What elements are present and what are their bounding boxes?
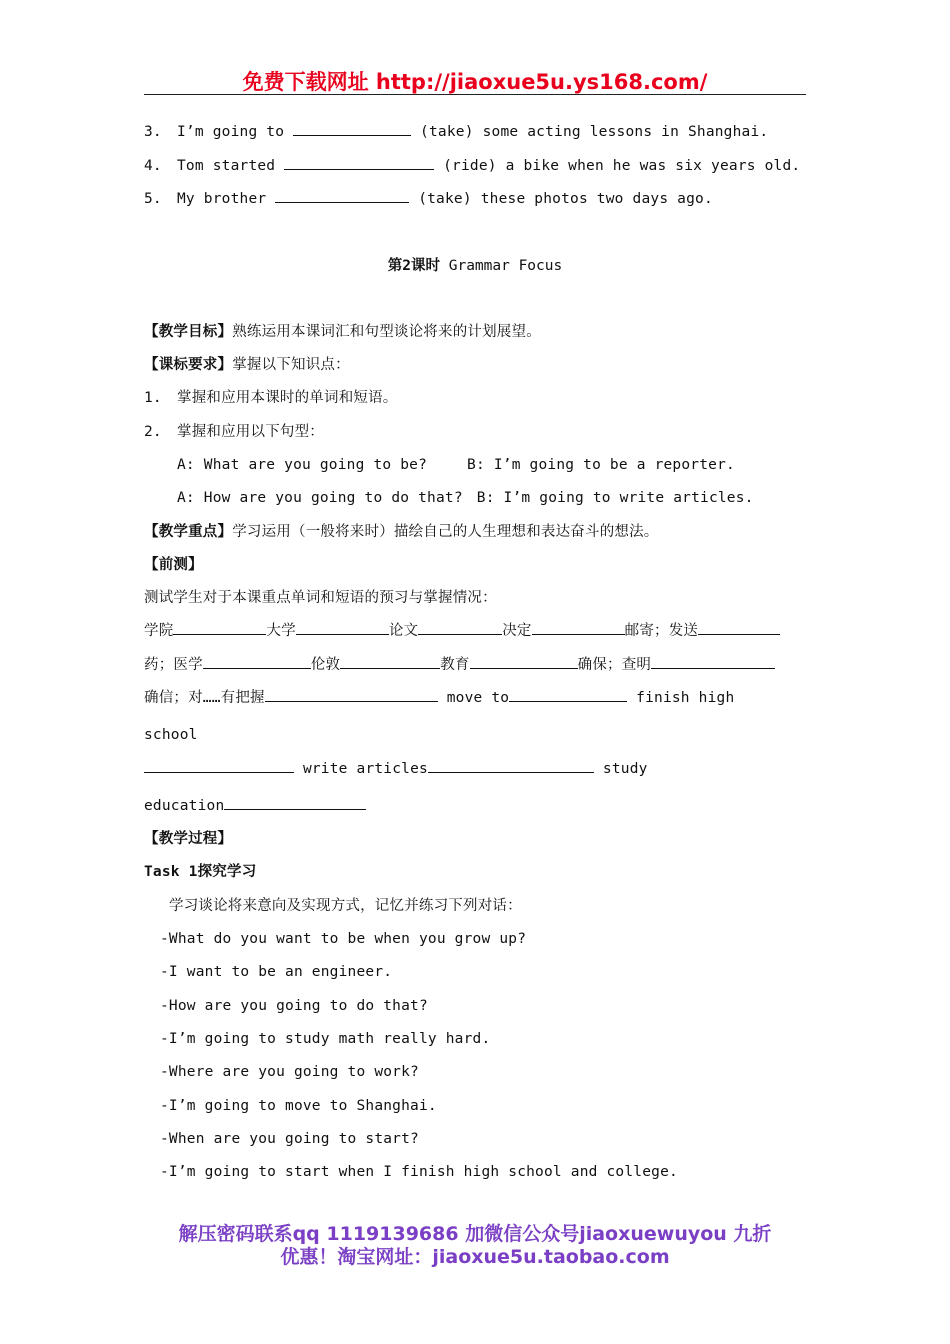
lesson-title-cn: 第2课时 — [387, 258, 440, 274]
vocab-blank[interactable] — [698, 620, 780, 635]
section-text: 学习运用（一般将来时）描绘自己的人生理想和表达奋斗的想法。 — [232, 524, 659, 540]
section-text: 熟练运用本课词汇和句型谈论将来的计划展望。 — [232, 324, 541, 340]
vocab-blank[interactable] — [144, 758, 294, 773]
section-label: 【教学重点】 — [144, 524, 233, 540]
pattern-answer: B: I’m going to be a reporter. — [467, 457, 735, 473]
lesson-title — [144, 255, 806, 277]
exercise-line — [144, 155, 800, 177]
exercise-text: a bike when he was six years old. — [505, 158, 801, 174]
lesson-title-en: Grammar Focus — [448, 258, 563, 274]
vocab-prompt: 学院 — [144, 623, 174, 639]
vocab-blank[interactable] — [418, 620, 502, 635]
vocab-blank[interactable] — [203, 654, 311, 669]
exercise-text: I’m going to — [177, 124, 285, 140]
exercise-text: My brother — [177, 191, 267, 207]
item-text: 掌握和应用本课时的单词和短语。 — [177, 390, 398, 406]
task-prefix: Task 1 — [144, 864, 198, 880]
vocab-prompt: 决定 — [502, 623, 532, 639]
vocab-prompt: 确保；查明 — [577, 657, 652, 673]
vocab-blank[interactable] — [532, 620, 625, 635]
vocab-blank[interactable] — [470, 654, 578, 669]
section-text: 掌握以下知识点： — [232, 357, 350, 373]
exercise-number: 5. — [144, 191, 162, 207]
footer-line-2: 优惠！淘宝网址：jiaoxue5u.taobao.com — [280, 1246, 670, 1268]
vocab-row — [144, 687, 734, 709]
vocab-prompt: education — [144, 798, 225, 814]
dialogue-line: -What do you want to be when you grow up? — [160, 931, 527, 947]
dialogue-line: -Where are you going to work? — [160, 1064, 419, 1080]
vocab-prompt: 确信；对……有把握 — [144, 690, 265, 706]
task-heading — [144, 861, 256, 883]
section-label: 【课标要求】 — [144, 357, 233, 373]
dialogue-line: -When are you going to start? — [160, 1131, 419, 1147]
vocab-row — [144, 654, 775, 676]
exercise-hint: (take) — [420, 124, 474, 140]
dialogue-line: -How are you going to do that? — [160, 998, 428, 1014]
vocab-row — [144, 724, 198, 746]
vocab-prompt: write articles — [302, 761, 428, 777]
task-title: 探究学习 — [197, 864, 257, 880]
dialogue-line: -I’m going to study math really hard. — [160, 1031, 491, 1047]
task-intro: 学习谈论将来意向及实现方式，记忆并练习下列对话： — [169, 898, 522, 914]
item-number: 1. — [144, 390, 162, 406]
teaching-focus — [144, 521, 659, 543]
vocab-prompt: move to — [446, 690, 510, 706]
item-text: 掌握和应用以下句型： — [177, 424, 324, 440]
exercise-hint: (take) — [418, 191, 472, 207]
vocab-prompt: finish high — [636, 690, 735, 706]
sentence-pattern — [177, 487, 754, 509]
vocab-prompt: 论文 — [388, 623, 419, 639]
dialogue-line: -I’m going to start when I finish high school and college. — [160, 1164, 678, 1180]
standard-item — [144, 421, 324, 443]
answer-blank[interactable] — [284, 155, 434, 170]
vocab-prompt: 伦敦 — [310, 657, 341, 673]
pattern-answer: B: I’m going to write articles. — [476, 490, 754, 506]
vocab-blank[interactable] — [340, 654, 440, 669]
pattern-question: A: What are you going to be? — [177, 457, 428, 473]
exercise-text: Tom started — [177, 158, 276, 174]
exercise-text: these photos two days ago. — [480, 191, 713, 207]
vocab-blank[interactable] — [224, 795, 366, 810]
vocab-blank[interactable] — [509, 687, 627, 702]
vocab-row — [144, 795, 366, 817]
header-banner: 免费下载网址 http://jiaoxue5u.ys168.com/ — [242, 70, 708, 94]
vocab-blank[interactable] — [296, 620, 389, 635]
vocab-prompt: 教育 — [440, 657, 470, 673]
vocab-blank[interactable] — [428, 758, 594, 773]
vocab-prompt: study — [602, 761, 648, 777]
pretest-intro: 测试学生对于本课重点单词和短语的预习与掌握情况： — [144, 590, 497, 606]
exercise-hint: (ride) — [443, 158, 497, 174]
vocab-prompt: 大学 — [266, 623, 296, 639]
vocab-prompt: 药；医学 — [144, 657, 203, 673]
dialogue-line: -I’m going to move to Shanghai. — [160, 1098, 437, 1114]
vocab-row — [144, 758, 648, 780]
header-rule — [144, 94, 806, 95]
sentence-pattern — [177, 454, 735, 476]
footer-line-1: 解压密码联系qq 1119139686 加微信公众号jiaoxuewuyou 九折 — [178, 1223, 772, 1245]
answer-blank[interactable] — [293, 121, 411, 136]
vocab-blank[interactable] — [173, 620, 266, 635]
answer-blank[interactable] — [275, 188, 409, 203]
vocab-row — [144, 620, 780, 642]
vocab-prompt: school — [144, 727, 198, 743]
pattern-question: A: How are you going to do that? — [177, 490, 463, 506]
exercise-text: some acting lessons in Shanghai. — [482, 124, 769, 140]
vocab-prompt: 邮寄；发送 — [624, 623, 699, 639]
teaching-goals — [144, 321, 541, 343]
vocab-blank[interactable] — [265, 687, 438, 702]
exercise-number: 3. — [144, 124, 162, 140]
pretest-label: 【前测】 — [144, 557, 203, 573]
standard-item — [144, 387, 398, 409]
exercise-line — [144, 188, 713, 210]
section-label: 【教学目标】 — [144, 324, 233, 340]
curriculum-standards — [144, 354, 350, 376]
item-number: 2. — [144, 424, 162, 440]
process-label: 【教学过程】 — [144, 831, 233, 847]
exercise-number: 4. — [144, 158, 162, 174]
vocab-blank[interactable] — [651, 654, 775, 669]
exercise-line — [144, 121, 768, 143]
dialogue-line: -I want to be an engineer. — [160, 964, 393, 980]
